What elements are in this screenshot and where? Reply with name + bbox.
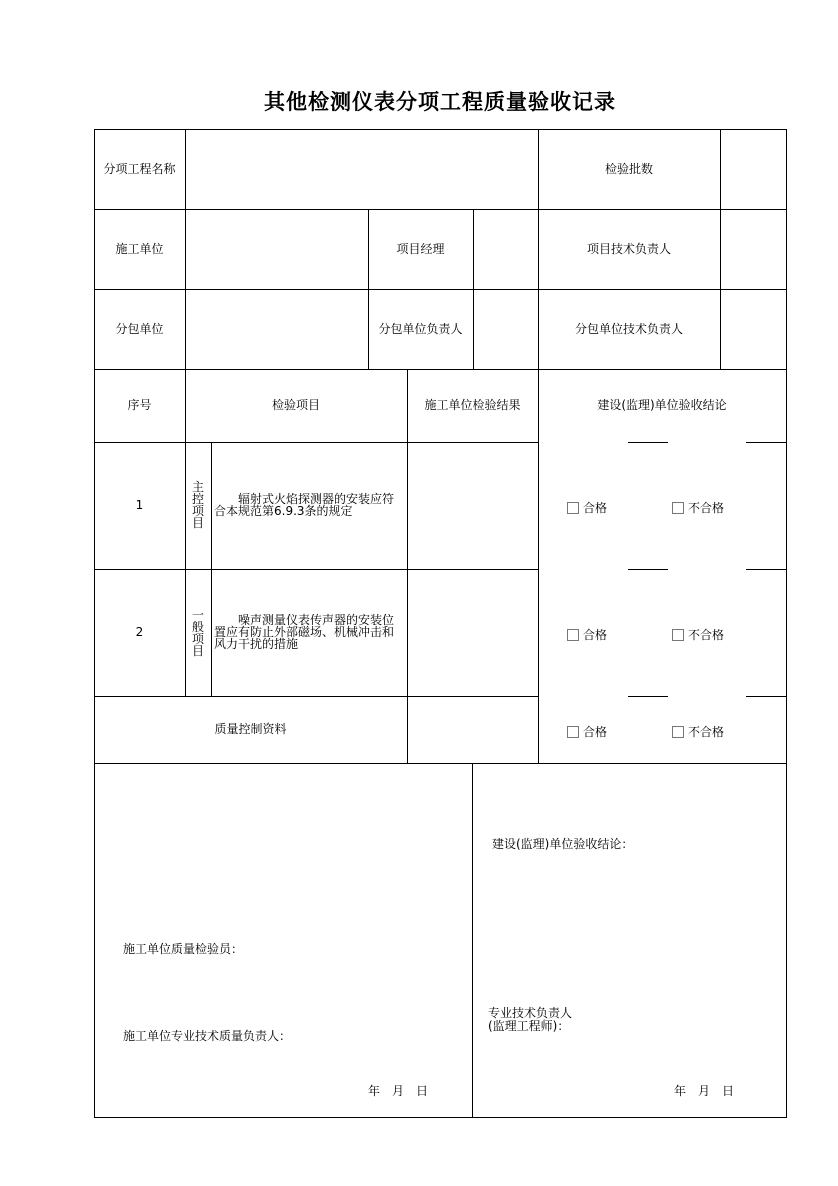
row-category: 一般项目 [192, 608, 205, 658]
supervisor-label-line1: 专业技术负责人 [488, 1006, 573, 1020]
column-header-supervisor-conclusion: 建设(监理)单位验收结论 [597, 398, 727, 412]
pass-checkbox[interactable]: 合格 [567, 626, 607, 643]
row-seq: 1 [135, 498, 144, 512]
column-header-seq: 序号 [127, 398, 152, 412]
pass-checkbox[interactable]: 合格 [567, 499, 607, 516]
checkbox-icon [672, 629, 684, 641]
fail-checkbox[interactable]: 不合格 [672, 626, 724, 643]
checkbox-icon [567, 629, 579, 641]
row-item-text: 辐射式火焰探测器的安装应符合本规范第6.9.3条的规定 [214, 492, 395, 518]
checkbox-icon [567, 726, 579, 738]
inspector-label: 施工单位质量检验员： [123, 942, 244, 956]
subcontractor-label: 分包单位 [115, 321, 164, 336]
column-header-contractor-result: 施工单位检验结果 [424, 398, 521, 412]
sub-lead-label: 分包单位负责人 [378, 321, 463, 336]
project-manager-label: 项目经理 [396, 241, 445, 256]
project-name-label: 分项工程名称 [103, 161, 176, 176]
column-header-item: 检验项目 [271, 398, 320, 412]
right-date: 年 月 日 [674, 1084, 735, 1098]
supervisor-conclusion-label: 建设(监理)单位验收结论： [492, 837, 634, 851]
checkbox-icon [672, 726, 684, 738]
row-item-text: 噪声测量仪表传声器的安装位置应有防止外部磁场、机械冲击和风力干扰的措施 [214, 613, 395, 651]
row-category: 主控项目 [192, 480, 205, 530]
quality-lead-label: 施工单位专业技术质量负责人： [123, 1029, 292, 1043]
fail-checkbox[interactable]: 不合格 [672, 499, 724, 516]
batch-count-label: 检验批数 [604, 161, 653, 176]
left-date: 年 月 日 [368, 1084, 429, 1098]
row-seq: 2 [135, 625, 144, 639]
pass-checkbox[interactable]: 合格 [567, 723, 607, 740]
contractor-label: 施工单位 [115, 241, 164, 256]
checkbox-icon [567, 502, 579, 514]
tech-lead-label: 项目技术负责人 [586, 241, 671, 256]
fail-checkbox[interactable]: 不合格 [672, 723, 724, 740]
page-title: 其他检测仪表分项工程质量验收记录 [264, 90, 616, 114]
sub-tech-lead-label: 分包单位技术负责人 [574, 321, 683, 336]
checkbox-icon [672, 502, 684, 514]
quality-docs-label: 质量控制资料 [214, 722, 287, 736]
supervisor-label-line2: (监理工程师)： [488, 1019, 570, 1033]
